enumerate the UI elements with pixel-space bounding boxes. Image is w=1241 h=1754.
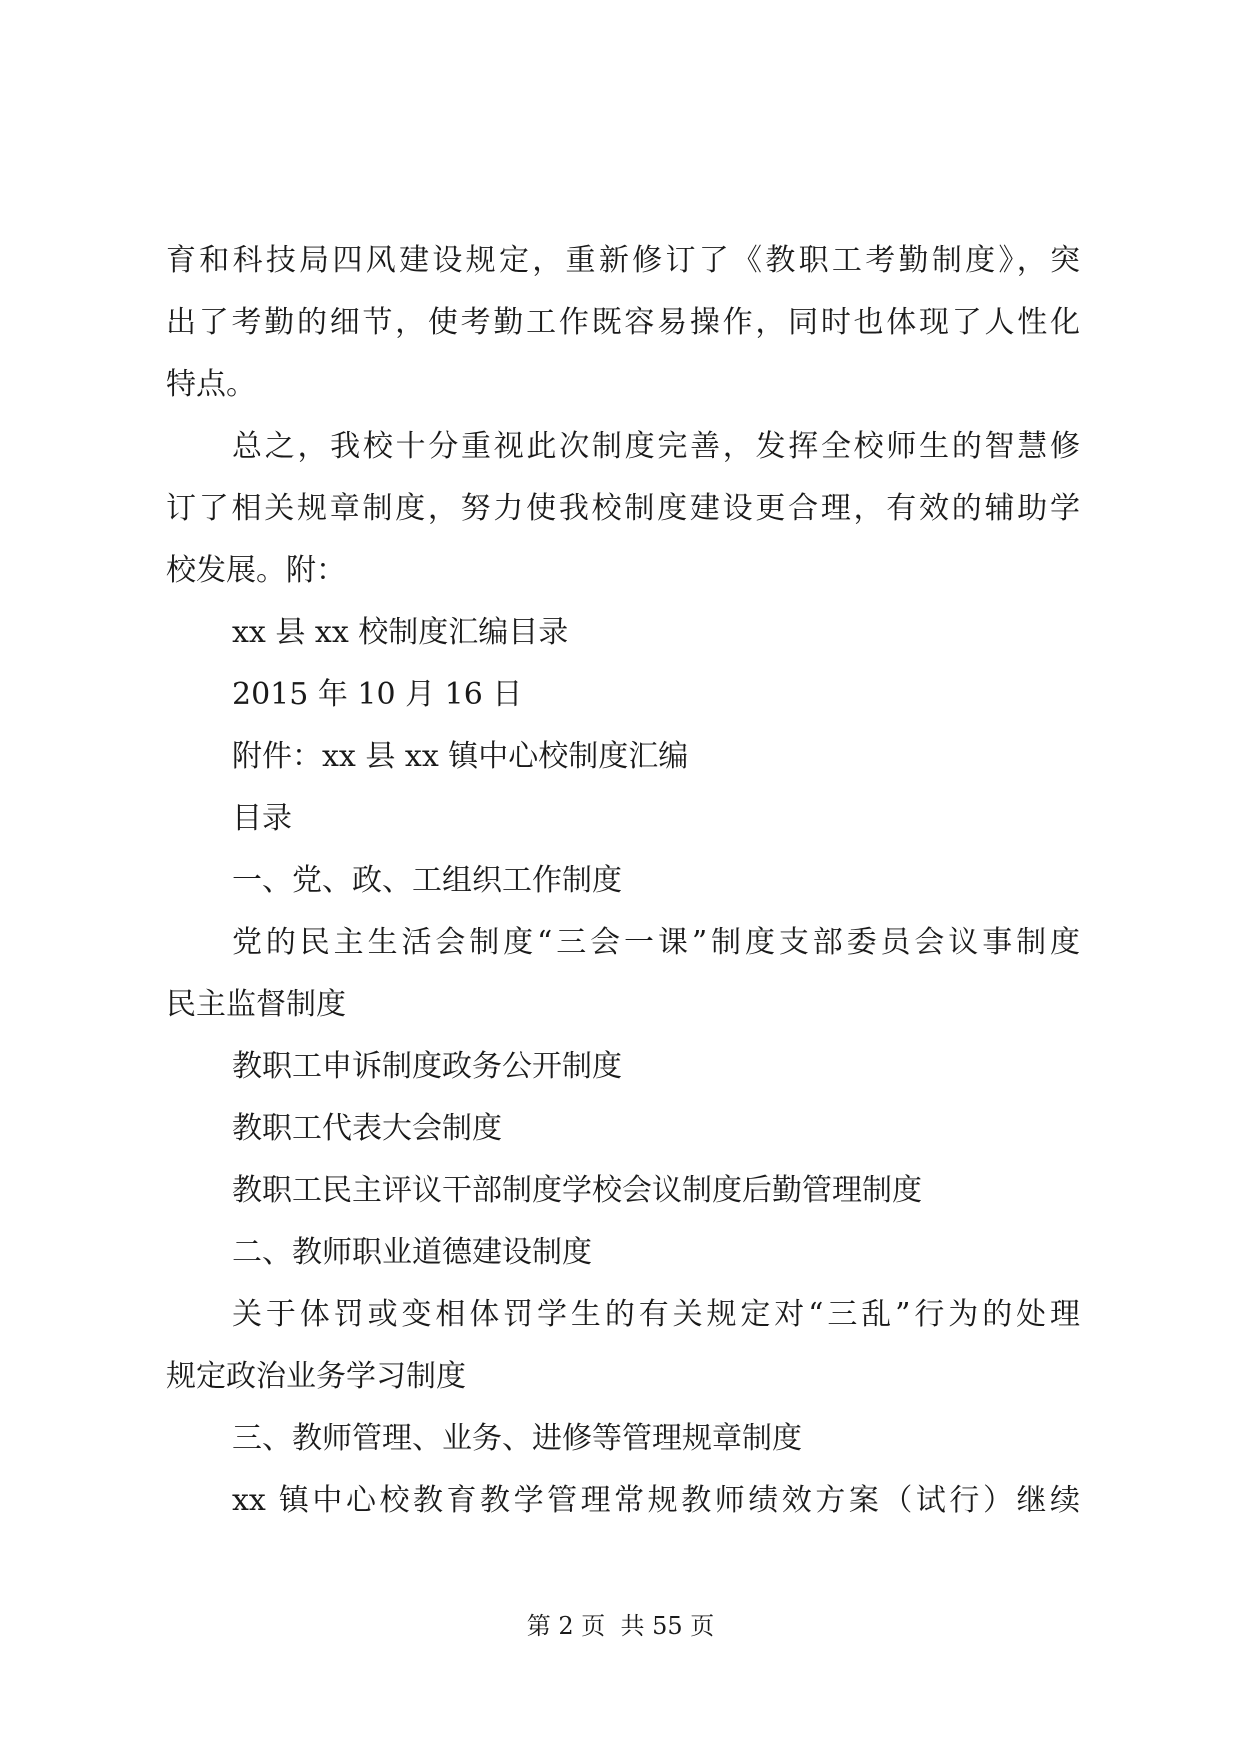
section-heading: 三、教师管理、业务、进修等管理规章制度	[232, 1421, 802, 1456]
document-body	[166, 230, 1080, 1532]
paragraph-line: 教职工申诉制度政务公开制度	[232, 1049, 622, 1084]
paragraph-line: 总之，我校十分重视此次制度完善，发挥全校师生的智慧修	[232, 429, 1080, 464]
paragraph-line: 教职工民主评议干部制度学校会议制度后勤管理制度	[232, 1173, 922, 1208]
paragraph-line: 党的民主生活会制度“三会一课”制度支部委员会议事制度	[232, 925, 1080, 960]
paragraph-line: 订了相关规章制度，努力使我校制度建设更合理，有效的辅助学	[166, 491, 1080, 526]
paragraph-line: 教职工代表大会制度	[232, 1111, 502, 1146]
page-number-footer: 第 2 页 共 55 页	[526, 1612, 715, 1640]
paragraph-line: 规定政治业务学习制度	[166, 1359, 466, 1394]
toc-heading: 目录	[232, 801, 292, 836]
paragraph-line: xx 镇中心校教育教学管理常规教师绩效方案（试行）继续	[232, 1483, 1080, 1518]
paragraph-line: 民主监督制度	[166, 987, 346, 1022]
paragraph-line: 校发展。附：	[166, 553, 346, 588]
paragraph-line: 育和科技局四风建设规定，重新修订了《教职工考勤制度》，突	[166, 243, 1080, 278]
paragraph-line: 特点。	[166, 367, 256, 402]
section-heading: 一、党、政、工组织工作制度	[232, 863, 622, 898]
date-line: 2015 年 10 月 16 日	[232, 677, 523, 712]
paragraph-line: xx 县 xx 校制度汇编目录	[232, 615, 569, 650]
paragraph-line: 出了考勤的细节，使考勤工作既容易操作，同时也体现了人性化	[166, 305, 1080, 340]
paragraph-line: 关于体罚或变相体罚学生的有关规定对“三乱”行为的处理	[232, 1297, 1080, 1332]
attachment-line: 附件：xx 县 xx 镇中心校制度汇编	[232, 739, 689, 774]
section-heading: 二、教师职业道德建设制度	[232, 1235, 592, 1270]
